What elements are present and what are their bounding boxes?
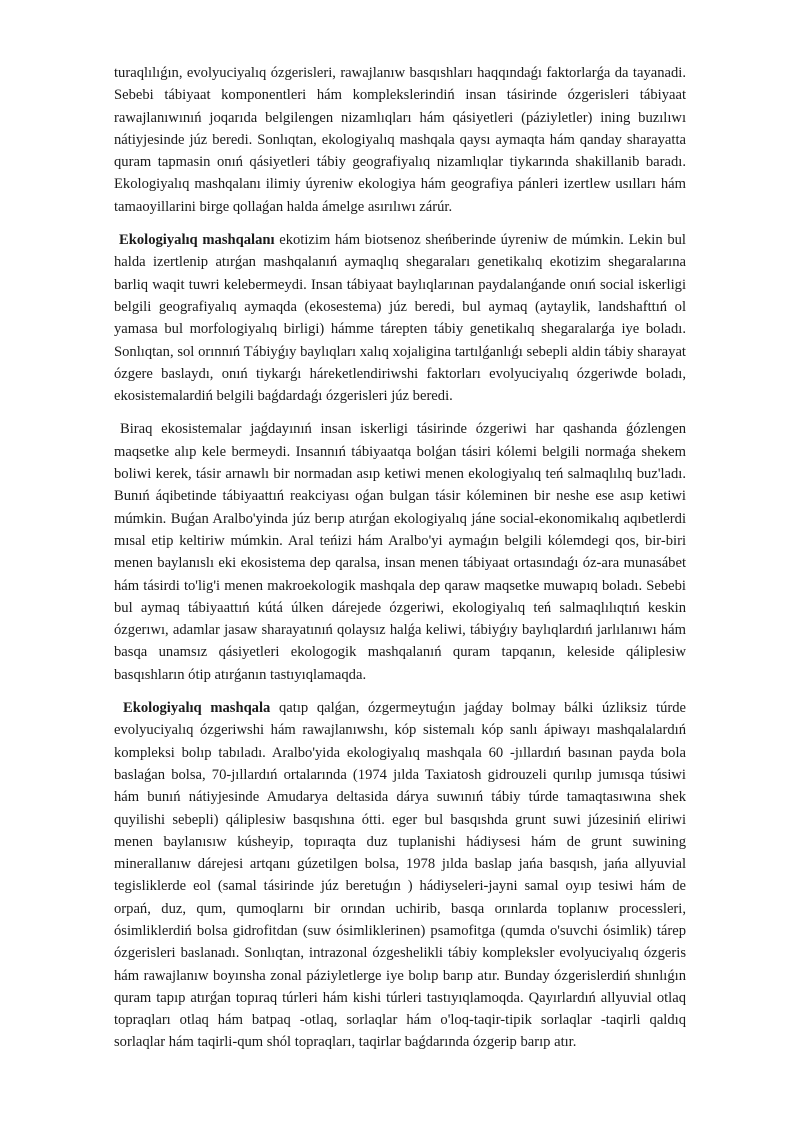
paragraph-3 <box>114 418 686 686</box>
paragraph-1-text: turaqlılıǵın, evolyuciyalıq ózgerisleri, rawajlanıw basqıshları haqqındaǵı faktorlarǵa da tayanadi. Sebebi tábiyaat komponentleri hám komplekslerindiń insan tásirinde ózgerisleri tábiyaat rawajlanıwınıń joqarıda belgilengen nizamlıqları hám qásiyetleri (páziyletler) ining buzılıwı nátiyjesinde júz beredi. Sonlıqtan, ekologiyalıq mashqala qaysı aymaqta hám qanday sharayatta quram tapmasin onıń qásiyetleri tábiy geografiyalıq nizamlıqlar tiykarında shakillanib baradı. Ekologiyalıq mashqalanı ilimiy úyreniw ekologiya hám geografiya pánleri izertlew usılları hám tamaoyillarini birge qollaǵan halda ámelge asırılıwı zárúr. <box>114 65 686 215</box>
paragraph-4 <box>114 697 686 1054</box>
paragraph-4-text: qatıp qalǵan, ózgermeytuǵın jaǵday bolmay bálki úzliksiz túrde evolyuciyalıq ózgeriwshi hám rawajlanıwshı, kóp sistemalı kóp sanlı ápiwayı mashqalalardıń kompleksi bolıp tabıladı. Aralbo'yida ekologiyalıq mashqala 60 -jıllardıń basınan payda bola baslaǵan bolsa, 70-jıllardıń ortalarında (1974 jılda Taxiatosh gidrouzeli qurılıp jumısqa túsiwi hám bunıń nátiyjesinde Amudarya deltasida dárya suwınıń tábiy túrde tamaqtasıwına shek quyilishi sebepli) qáliplesiw basqıshına ótti. eger bul basqıshda grunt suwi júzesiniń eliriwi menen baylanısıw kúsheyip, topıraqta duz tuplanishi hádiysesi hám de grunt suwining minerallanıw dárejesi artqanı gúzetilgen bolsa, 1978 jılda baslap jańa basqısh, jańa allyuvial tegisliklerde eol (samal tásirinde júz beretuǵın ) hádiyseleri-jayni samal oyıp tesiwi hám de orpań, duz, qum, qumoqlarnı bir orından uchirib, basqa orınlarda toplanıw processleri, ósimliklerdiń bolsa gidrofitdan (suw ósimliklerinen) psamofitga (qumda o'suvchi ósimlik) tárep ózgerisleri baslanadı. Sonlıqtan, intrazonal ózgeshelikli tábiy kompleksler evolyuciyalıq ózgeris hám rawajlanıw boyınsha zonal páziyletlerge iye bolıp barıp atır. Bunday ózgerislerdiń shınlıǵın quram tapıp atırǵan topıraq túrleri hám kishi túrleri tastıyıqlamoqda. Qayırlardıń allyuvial otlaq topraqları otlaq hám batpaq -otlaq, sorlaqlar hám o'loq-taqir-tipik sorlaqlar -taqirli qaldıq sorlaqlar hám taqirli-qum shól topraqları, taqirlar baǵdarında ózgerip barıp atır. <box>114 700 686 1051</box>
paragraph-4-lead: Ekologiyalıq mashqala <box>123 700 271 717</box>
paragraph-2 <box>114 229 686 407</box>
paragraph-1 <box>114 62 686 218</box>
document-page <box>114 62 686 1054</box>
paragraph-2-text: ekotizim hám biotsenoz sheńberinde úyreniw de múmkin. Lekin bul halda izertlenip atırǵan mashqalanıń aymaqlıq shegaraları genetikalıq ekotizim shegaralarına barliq waqit tuwri kelebermeydi. Insan tábiyaat baylıqlarınan paydalanǵande onıń social iskerligi belgili geografiyalıq aymaqda (ekosestema) júz beredi, bul aymaq (aytaylik, landshafttıń ol yamasa bul morfologiyalıq birligi) hámme tárepten tábiy genetikalıq shegaralarǵa iye boladı. Sonlıqtan, sol orınnıń Tábiyǵıy baylıqları xalıq xojaligina tartılǵanlıǵı sebepli aldin tábiy sharayat ózgere baslaydı, onıń tiykarǵı háreketlendiriwshi faktorları evolyuciyalıq ózgeriwde boladı, ekosistemalardiń belgili baǵdardaǵı ózgerisleri júz beredi. <box>114 232 686 405</box>
paragraph-3-text: Biraq ekosistemalar jaǵdayınıń insan iskerligi tásirinde ózgeriwi har qashanda ǵózlengen maqsetke alıp kele bermeydi. Insannıń tábiyaatqa bolǵan tásiri kólemi belgili normaǵa shekem boliwi kerek, tásir arnawlı bir normadan asıp ketiwi menen ekologiyalıq teń salmaqlılıq buz'ladı. Bunıń áqibetinde tábiyaattıń reakciyası oǵan bulgan tásir kóleminen bir neshe ese asıp ketiwi múmkin. Buǵan Aralbo'yinda júz berıp atırǵan ekologiyalıq jáne social-ekonomikalıq aqıbetlerdi mısal etip keltiriw múmkin. Aral teńizi hám Aralbo'yi aymaǵın belgili kólemdegi qos, bir-biri menen baylanıslı eki ekosistema dep qaralsa, insan menen tábiyaat ortasındaǵı óz-ara munasábet hám tásirdi to'lig'i menen makroekologik mashqala dep qaraw maqsetke muwapıq boladı. Sebebi bul aymaq tábiyaattıń kútá úlken dárejede ózgeriwi, ekologiyalıq teń salmaqlılıqtıń keskin ózgerıwı, adamlar jasaw sharayatınıń qolaysız halǵa keliwi, tábiyǵıy baylıqlardıń jarlılanıwı hám basqa unamsız qásiyetleri ekologogik mashqalanıń quram tapqanın, keleside qáliplesiw basqıshların ótip atırǵanın tastıyıqlamaqda. <box>114 421 686 683</box>
paragraph-2-lead: Ekologiyalıq mashqalanı <box>119 232 275 249</box>
